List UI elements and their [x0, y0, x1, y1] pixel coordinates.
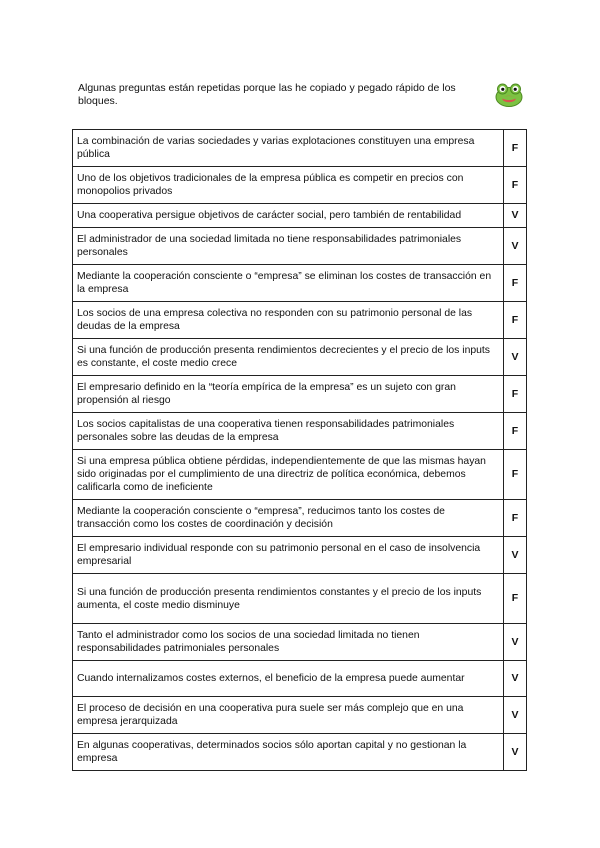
answer-value: V	[504, 734, 527, 771]
question-text: Los socios de una empresa colectiva no responden con su patrimonio personal de las deudas de la empresa	[73, 302, 504, 339]
question-text: El proceso de decisión en una cooperativa pura suele ser más complejo que en una empresa jerarquizada	[73, 697, 504, 734]
answer-value: F	[504, 450, 527, 500]
question-text: Si una función de producción presenta rendimientos constantes y el precio de los inputs aumenta, el coste medio disminuye	[73, 574, 504, 624]
table-row	[73, 661, 527, 697]
question-text: La combinación de varias sociedades y varias explotaciones constituyen una empresa pública	[73, 130, 504, 167]
table-row	[73, 537, 527, 574]
questions-table	[72, 129, 527, 771]
answer-value: F	[504, 167, 527, 204]
table-row	[73, 574, 527, 624]
answer-value: F	[504, 130, 527, 167]
answer-value: F	[504, 302, 527, 339]
answer-value: V	[504, 661, 527, 697]
answer-value: V	[504, 339, 527, 376]
table-row	[73, 265, 527, 302]
question-text: El empresario definido en la “teoría empírica de la empresa” es un sujeto con gran propensión al riesgo	[73, 376, 504, 413]
question-text: El empresario individual responde con su patrimonio personal en el caso de insolvencia empresarial	[73, 537, 504, 574]
table-row	[73, 697, 527, 734]
question-text: Cuando internalizamos costes externos, el beneficio de la empresa puede aumentar	[73, 661, 504, 697]
answer-value: V	[504, 228, 527, 265]
table-row	[73, 734, 527, 771]
table-row	[73, 339, 527, 376]
answer-value: V	[504, 624, 527, 661]
question-text: Mediante la cooperación consciente o “empresa”, reducimos tanto los costes de transacción como los costes de coordinación y decisión	[73, 500, 504, 537]
answer-value: V	[504, 204, 527, 228]
answer-value: V	[504, 537, 527, 574]
table-row	[73, 204, 527, 228]
table-row	[73, 624, 527, 661]
question-text: Una cooperativa persigue objetivos de carácter social, pero también de rentabilidad	[73, 204, 504, 228]
question-text: En algunas cooperativas, determinados socios sólo aportan capital y no gestionan la empresa	[73, 734, 504, 771]
table-row	[73, 228, 527, 265]
question-text: Mediante la cooperación consciente o “empresa” se eliminan los costes de transacción en la empresa	[73, 265, 504, 302]
question-text: El administrador de una sociedad limitada no tiene responsabilidades patrimoniales personales	[73, 228, 504, 265]
answer-value: F	[504, 413, 527, 450]
table-row	[73, 500, 527, 537]
table-row	[73, 130, 527, 167]
table-row	[73, 302, 527, 339]
answer-value: F	[504, 574, 527, 624]
frog-icon	[494, 82, 524, 108]
answer-value: F	[504, 265, 527, 302]
question-text: Uno de los objetivos tradicionales de la empresa pública es competir en precios con monopolios privados	[73, 167, 504, 204]
table-row	[73, 450, 527, 500]
intro-text: Algunas preguntas están repetidas porque las he copiado y pegado rápido de los bloques.	[78, 82, 456, 107]
table-row	[73, 376, 527, 413]
answer-value: F	[504, 500, 527, 537]
answer-value: F	[504, 376, 527, 413]
question-text: Si una empresa pública obtiene pérdidas, independientemente de que las mismas hayan sido originadas por el cumplimiento de una directriz de política económica, debemos calificarla como de ineficiente	[73, 450, 504, 500]
answer-value: V	[504, 697, 527, 734]
question-text: Tanto el administrador como los socios de una sociedad limitada no tienen responsabilidades patrimoniales personales	[73, 624, 504, 661]
question-text: Los socios capitalistas de una cooperativa tienen responsabilidades patrimoniales personales sobre las deudas de la empresa	[73, 413, 504, 450]
table-row	[73, 167, 527, 204]
question-text: Si una función de producción presenta rendimientos decrecientes y el precio de los inputs es constante, el coste medio crece	[73, 339, 504, 376]
table-row	[73, 413, 527, 450]
